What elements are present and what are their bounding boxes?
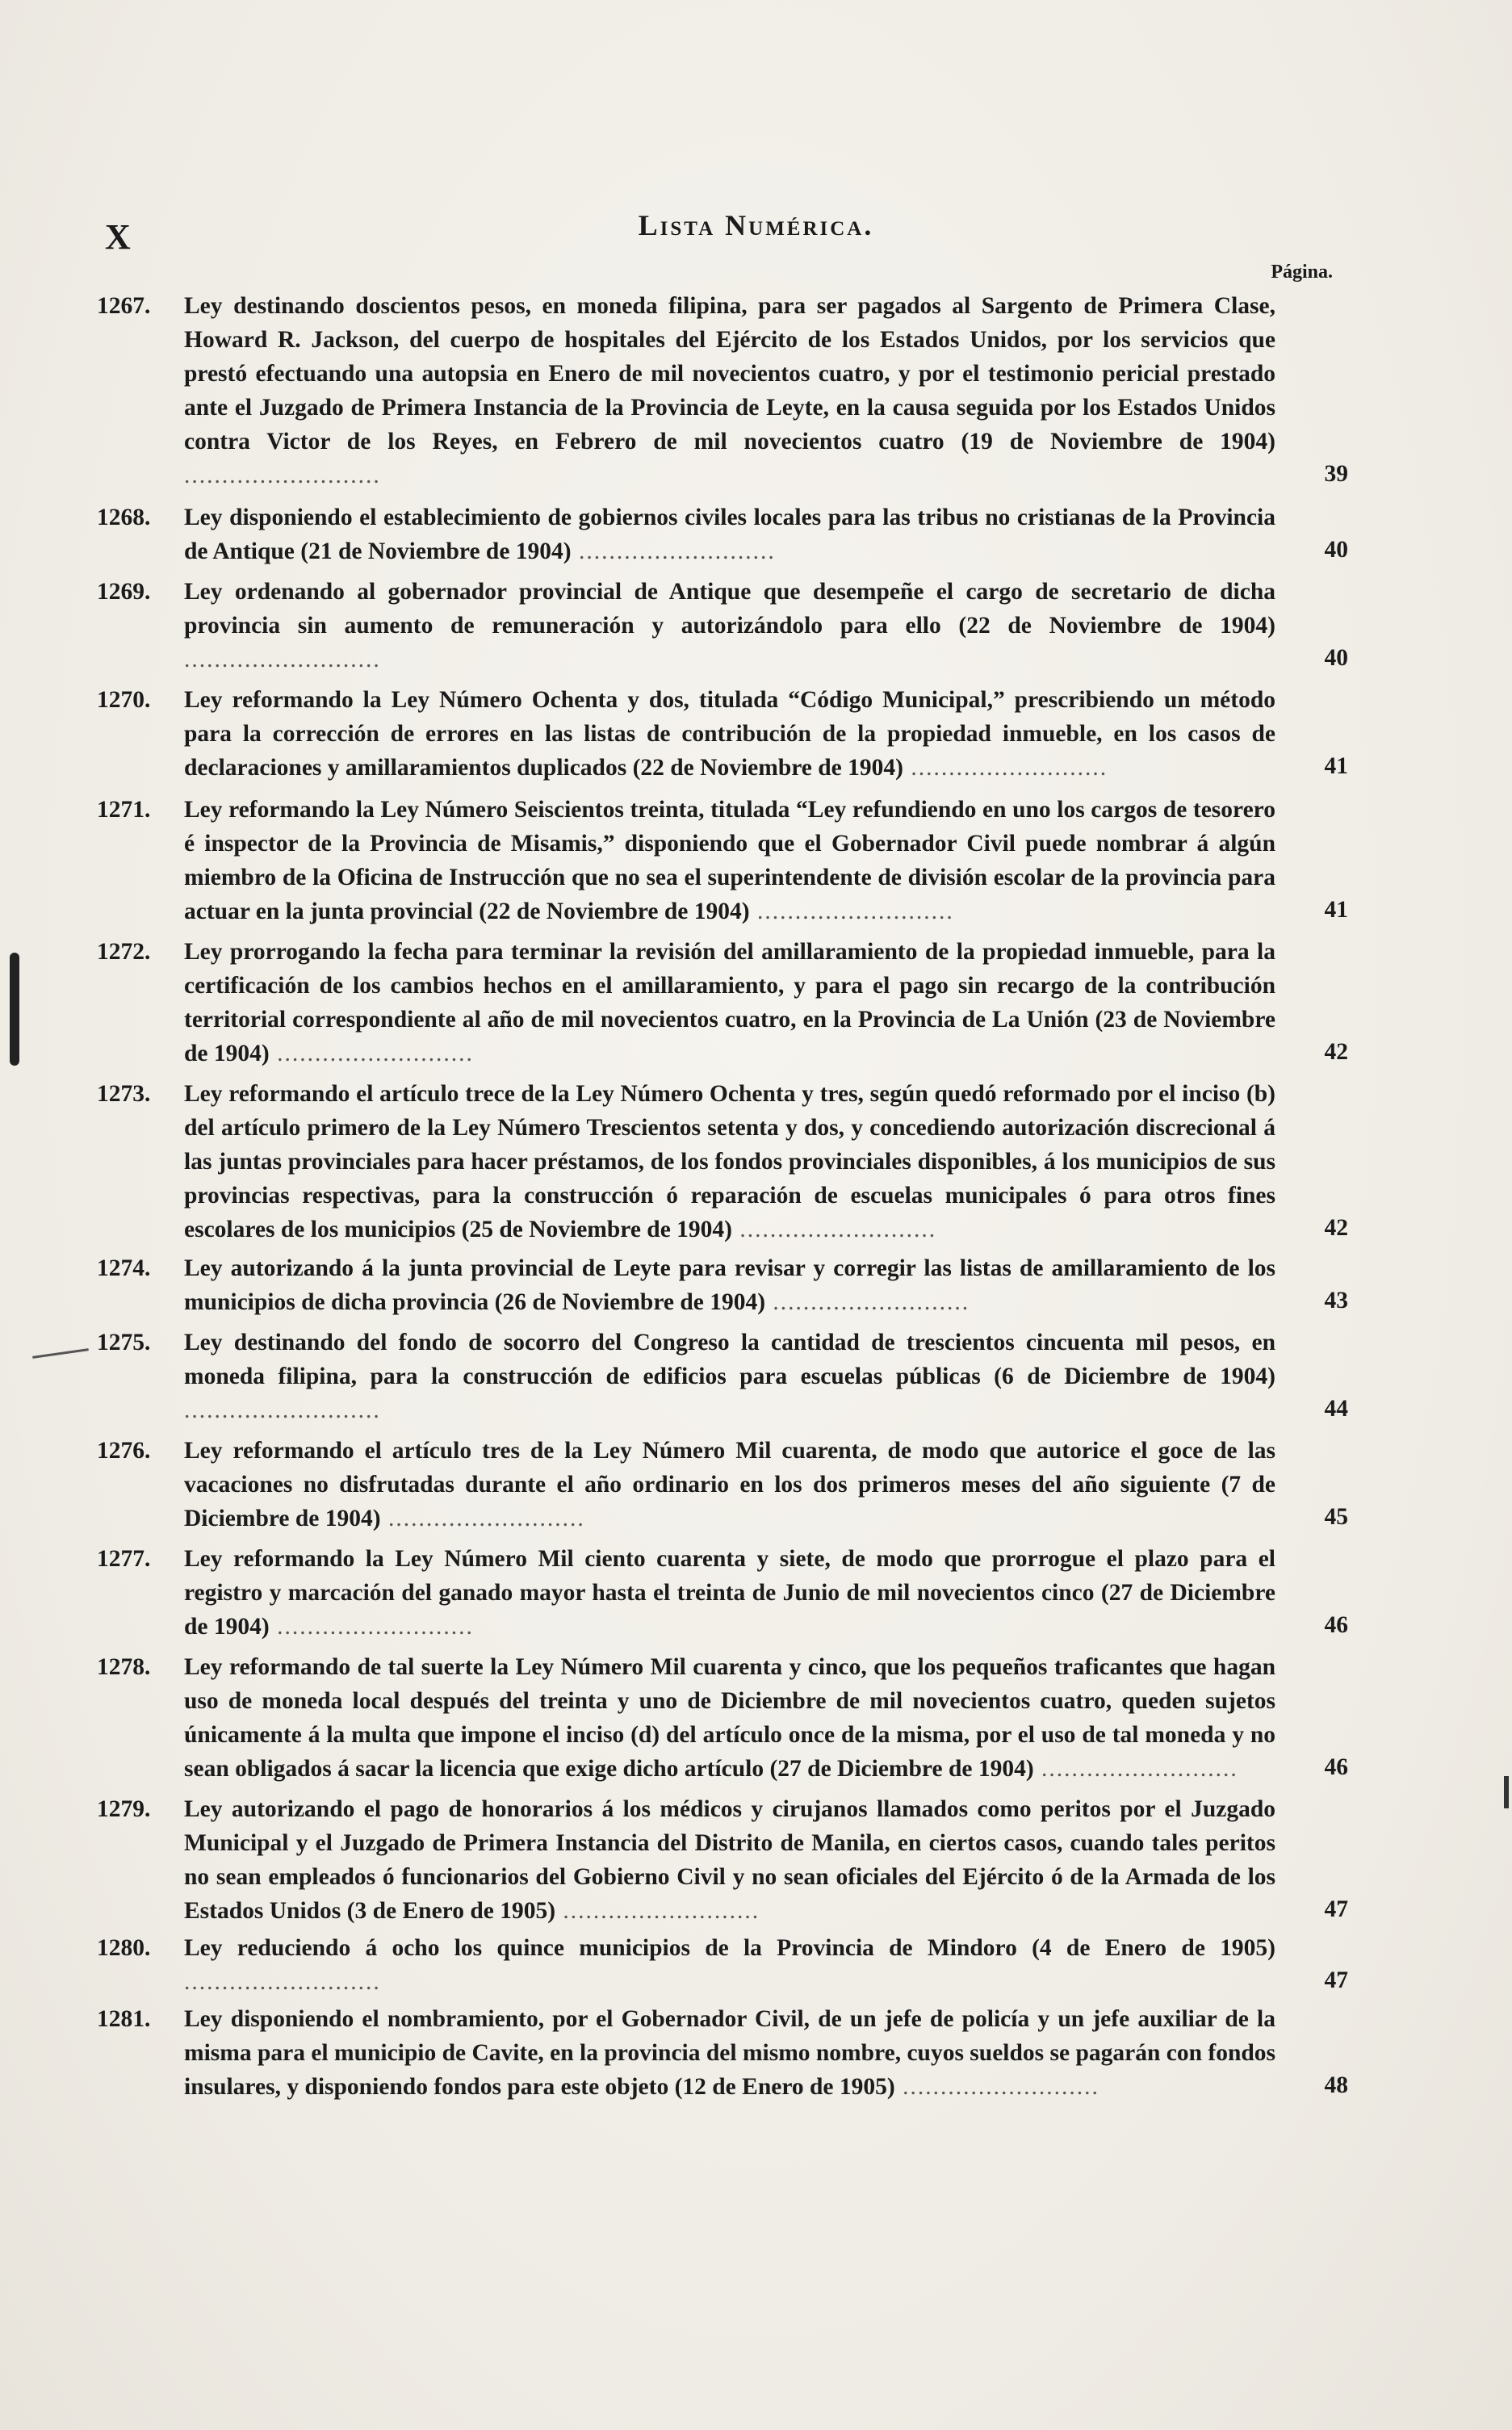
entry-text xyxy=(184,1542,1292,1644)
entry-description: Ley disponiendo el nombramiento, por el Gobernador Civil, de un jefe de policía y un jefe auxiliar de la misma para el municipio de Cavite, en la provincia del mismo nombre, cuyos sueldos se pagarán con fondos insulares, y disponiendo fondos para este objeto (12 de Enero de 1905) xyxy=(184,2006,1275,2100)
entry-text xyxy=(184,289,1292,492)
entry-number: 1268. xyxy=(97,505,151,530)
entry-text xyxy=(184,1434,1292,1536)
entry-description: Ley autorizando á la junta provincial de Leyte para revisar y corregir las listas de amillaramiento de los municipios de dicha provincia (26 de Noviembre de 1904) xyxy=(184,1255,1275,1315)
entry-description: Ley reformando el artículo tres de la Ley Número Mil cuarenta, de modo que autorice el goce de las vacaciones no disfrutadas durante el año ordinario en los dos primeros meses del año siguiente (7 de Diciembre de 1904) xyxy=(184,1438,1275,1531)
entry-page-number: 47 xyxy=(1324,1896,1348,1922)
entry-number: 1275. xyxy=(97,1330,151,1355)
entry-number: 1277. xyxy=(97,1546,151,1572)
entry-page-number: 42 xyxy=(1324,1039,1348,1065)
list-item xyxy=(97,501,1348,568)
list-item xyxy=(97,935,1348,1070)
entry-page-number: 39 xyxy=(1324,461,1348,487)
leader-dots: .......................... xyxy=(269,1041,474,1066)
entry-page-number: 48 xyxy=(1324,2072,1348,2098)
entry-description: Ley reduciendo á ocho los quince municipios de la Provincia de Mindoro (4 de Enero de 1905) xyxy=(184,1935,1275,1961)
leader-dots: .......................... xyxy=(184,1969,381,1995)
entry-text xyxy=(184,1326,1292,1427)
entry-page-number: 46 xyxy=(1324,1754,1348,1780)
entry-text xyxy=(184,501,1292,568)
running-title: Lista Numérica. xyxy=(638,209,874,241)
entry-text xyxy=(184,935,1292,1070)
entry-description: Ley prorrogando la fecha para terminar la revisión del amillaramiento de la propiedad inmueble, para la certificación de los cambios hechos en el amillaramiento, y para el pago sin recargo de la contribución territorial correspondiente al año de mil novecientos cuatro, en la Provincia de La Unión (23 de Noviembre de 1904) xyxy=(184,939,1275,1066)
entry-number: 1271. xyxy=(97,797,151,823)
list-item xyxy=(97,1792,1348,1928)
leader-dots: .......................... xyxy=(894,2074,1099,2100)
entry-text xyxy=(184,575,1292,677)
list-item xyxy=(97,289,1348,492)
entry-description: Ley ordenando al gobernador provincial de Antique que desempeñe el cargo de secretario de dicha provincia sin aumento de remuneración y autorizándolo para ello (22 de Noviembre de 1904) xyxy=(184,579,1275,639)
entry-description: Ley reformando la Ley Número Ochenta y dos, titulada “Código Municipal,” prescribiendo un método para la corrección de errores en las listas de contribución de la propiedad inmueble, en los casos de declaraciones y amillaramientos duplicados (22 de Noviembre de 1904) xyxy=(184,687,1275,781)
entry-text xyxy=(184,1077,1292,1246)
leader-dots: .......................... xyxy=(903,755,1108,781)
list-item xyxy=(97,1251,1348,1319)
list-item xyxy=(97,1434,1348,1536)
entry-page-number: 47 xyxy=(1324,1967,1348,1993)
list-item xyxy=(97,1077,1348,1246)
entry-number: 1273. xyxy=(97,1081,151,1107)
list-item xyxy=(97,1650,1348,1786)
pagina-column-label: Página. xyxy=(1271,262,1333,283)
leader-dots: .......................... xyxy=(184,463,381,488)
leader-dots: .......................... xyxy=(749,899,954,924)
entry-page-number: 41 xyxy=(1324,897,1348,923)
leader-dots: .......................... xyxy=(184,647,381,672)
entry-description: Ley reformando de tal suerte la Ley Número Mil cuarenta y cinco, que los pequeños traficantes que hagan uso de moneda local después del treinta y uno de Diciembre de mil novecientos cuatro, queden sujetos únicamente á la multa que impone el inciso (d) del artículo once de la misma, por el uso de tal moneda y no sean obligados á sacar la licencia que exige dicho artículo (27 de Diciembre de 1904) xyxy=(184,1654,1275,1782)
entry-text xyxy=(184,1650,1292,1786)
entry-description: Ley autorizando el pago de honorarios á los médicos y cirujanos llamados como peritos por el Juzgado Municipal y el Juzgado de Primera Instancia del Distrito de Manila, en ciertos casos, cuando tales peritos no sean empleados ó funcionarios del Gobierno Civil y no sean oficiales del Ejército ó de la Armada de los Estados Unidos (3 de Enero de 1905) xyxy=(184,1796,1275,1924)
list-item xyxy=(97,1542,1348,1644)
entry-page-number: 43 xyxy=(1324,1288,1348,1313)
list-item xyxy=(97,1931,1348,1999)
entry-number: 1281. xyxy=(97,2006,151,2032)
entry-description: Ley reformando la Ley Número Mil ciento cuarenta y siete, de modo que prorrogue el plazo para el registro y marcación del ganado mayor hasta el treinta de Junio de mil novecientos cinco (27 de Diciembre de 1904) xyxy=(184,1546,1275,1640)
entry-description: Ley reformando la Ley Número Seiscientos treinta, titulada “Ley refundiendo en uno los cargos de tesorero é inspector de la Provincia de Misamis,” disponiendo que el Gobernador Civil puede nombrar á algún miembro de la Oficina de Instrucción que no sea el superintendente de división escolar de la provincia para actuar en la junta provincial (22 de Noviembre de 1904) xyxy=(184,797,1275,924)
leader-dots: .......................... xyxy=(571,538,776,564)
entry-number: 1267. xyxy=(97,293,151,319)
entry-number: 1272. xyxy=(97,939,151,965)
leader-dots: .......................... xyxy=(380,1506,585,1531)
leader-dots: .......................... xyxy=(765,1289,970,1315)
entry-page-number: 40 xyxy=(1324,645,1348,671)
list-item xyxy=(97,1326,1348,1427)
entry-text xyxy=(184,1931,1292,1999)
entry-page-number: 42 xyxy=(1324,1215,1348,1241)
entry-number: 1270. xyxy=(97,687,151,713)
entry-text xyxy=(184,1251,1292,1319)
entry-description: Ley destinando doscientos pesos, en moneda filipina, para ser pagados al Sargento de Primera Clase, Howard R. Jackson, del cuerpo de hospitales del Ejército de los Estados Unidos, por los servicios que prestó efectuando una autopsia en Enero de mil novecientos cuatro, y por el testimonio pericial prestado ante el Juzgado de Primera Instancia de la Provincia de Leyte, en la causa seguida por los Estados Unidos contra Victor de los Reyes, en Febrero de mil novecientos cuatro (19 de Noviembre de 1904) xyxy=(184,293,1275,455)
entry-page-number: 44 xyxy=(1324,1396,1348,1422)
list-item xyxy=(97,2002,1348,2104)
entry-list xyxy=(97,283,1348,2104)
leader-dots: .......................... xyxy=(184,1397,381,1423)
entry-description: Ley destinando del fondo de socorro del Congreso la cantidad de trescientos cincuenta mil pesos, en moneda filipina, para la construcción de edificios para escuelas públicas (6 de Diciembre de 1904) xyxy=(184,1330,1275,1389)
entry-page-number: 45 xyxy=(1324,1504,1348,1530)
entry-number: 1276. xyxy=(97,1438,151,1464)
entry-description: Ley disponiendo el establecimiento de gobiernos civiles locales para las tribus no cristianas de la Provincia de Antique (21 de Noviembre de 1904) xyxy=(184,505,1275,564)
entry-page-number: 41 xyxy=(1324,753,1348,779)
edge-mark xyxy=(1504,1776,1509,1808)
entry-text xyxy=(184,793,1292,928)
entry-number: 1280. xyxy=(97,1935,151,1961)
list-item xyxy=(97,683,1348,785)
entry-text xyxy=(184,1792,1292,1928)
entry-number: 1274. xyxy=(97,1255,151,1281)
entry-page-number: 46 xyxy=(1324,1612,1348,1638)
leader-dots: .......................... xyxy=(555,1898,760,1924)
list-item xyxy=(97,575,1348,677)
binding-mark xyxy=(10,953,19,1066)
leader-dots: .......................... xyxy=(1033,1756,1238,1782)
entry-description: Ley reformando el artículo trece de la Ley Número Ochenta y tres, según quedó reformado por el inciso (b) del artículo primero de la Ley Número Trescientos setenta y dos, y concediendo autorización discrecional á las juntas provinciales para hacer préstamos, de los fondos provinciales disponibles, á los municipios de sus provincias respectivas, para la construcción ó reparación de escuelas municipales ó para otros fines escolares de los municipios (25 de Noviembre de 1904) xyxy=(184,1081,1275,1242)
entry-number: 1269. xyxy=(97,579,151,605)
margin-pencil-mark xyxy=(32,1348,89,1359)
leader-dots: .......................... xyxy=(269,1614,474,1640)
list-item xyxy=(97,793,1348,928)
entry-text xyxy=(184,2002,1292,2104)
page-number: X xyxy=(105,217,132,257)
entry-text xyxy=(184,683,1292,785)
entry-page-number: 40 xyxy=(1324,537,1348,563)
leader-dots: .......................... xyxy=(732,1217,937,1242)
entry-number: 1279. xyxy=(97,1796,151,1822)
entry-number: 1278. xyxy=(97,1654,151,1680)
